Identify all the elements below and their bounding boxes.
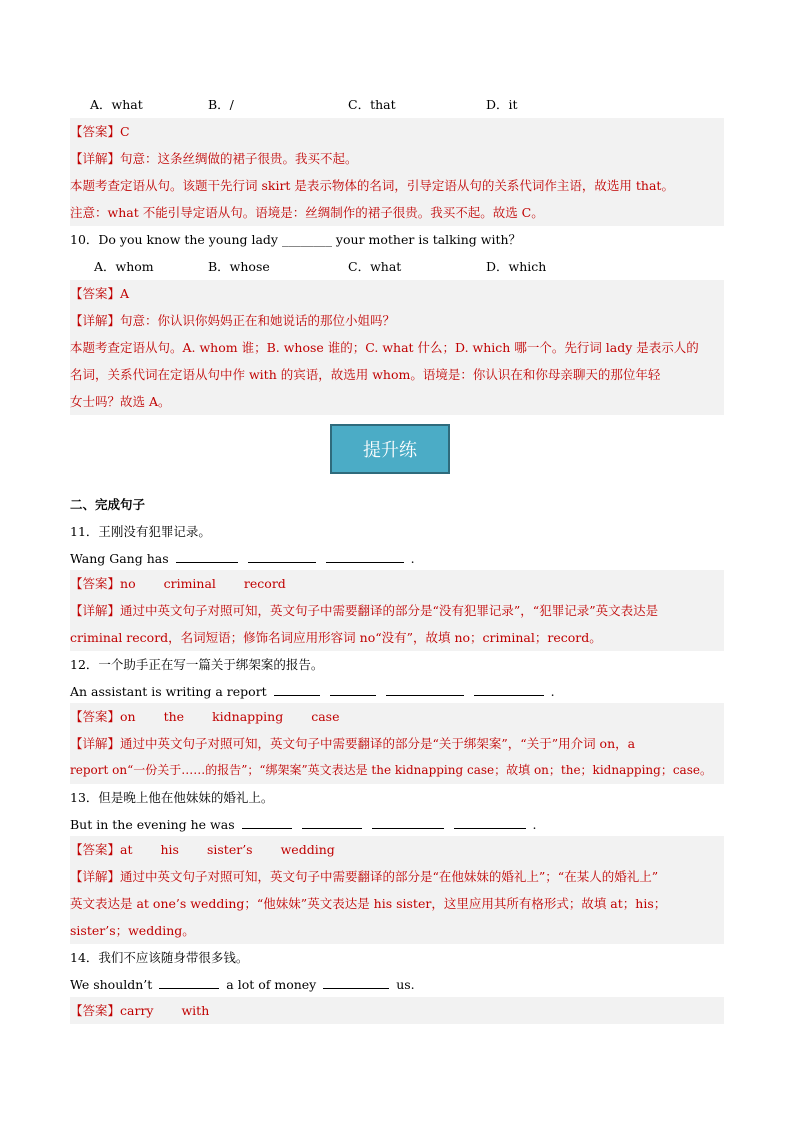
answer-tag: 【答案】 xyxy=(70,576,121,591)
q13-detail-2: 英文表达是 at one’s wedding；“他妹妹”英文表达是 his sister，这里应用其所有格形式；故填 at；his； xyxy=(70,890,724,917)
detail-tag: 【详解】 xyxy=(70,869,121,884)
q10-options xyxy=(70,253,724,280)
blank-1[interactable] xyxy=(242,814,292,829)
blank-2[interactable] xyxy=(302,814,362,829)
q10-option-a: A．whom xyxy=(94,259,154,274)
q12-stem: 12．一个助手正在写一篇关于绑架案的报告。 xyxy=(70,657,324,672)
detail-tag: 【详解】 xyxy=(70,603,121,618)
q9-options xyxy=(70,91,724,118)
q9-detail-3: 注意：what 不能引导定语从句。语境是：丝绸制作的裙子很贵。我买不起。故选 C。 xyxy=(70,199,724,226)
q9-option-d: D．it xyxy=(486,97,518,112)
q9-option-a: A．what xyxy=(90,97,143,112)
blank-2[interactable] xyxy=(248,548,316,563)
q9-detail-2: 本题考查定语从句。该题干先行词 skirt 是表示物体的名词，引导定语从句的关系代词作主语，故选用 that。 xyxy=(70,172,724,199)
blank-4[interactable] xyxy=(454,814,526,829)
q14-sentence: We shouldn’t a lot of money us. xyxy=(70,971,724,998)
blank-1[interactable] xyxy=(274,681,320,696)
q9-option-c: C．that xyxy=(348,97,396,112)
answer-value: C xyxy=(120,124,130,139)
detail-tag: 【详解】 xyxy=(70,736,121,751)
q11-detail-2: criminal record，名词短语；修饰名词应用形容词 no“没有”，故填 no；criminal；record。 xyxy=(70,624,724,651)
blank-3[interactable] xyxy=(326,548,404,563)
q10-detail-1: 【详解】句意：你认识你妈妈正在和她说话的那位小姐吗？ xyxy=(70,307,724,334)
q10-detail-2: 本题考查定语从句。A. whom 谁；B. whose 谁的；C. what 什么；D. which 哪一个。先行词 lady 是表示人的 xyxy=(70,334,724,361)
q13-answer: 【答案】at his sister’s wedding xyxy=(70,836,724,863)
q11-sentence: Wang Gang has . xyxy=(70,545,724,572)
detail-tag: 【详解】 xyxy=(70,151,121,166)
q10-option-d: D．which xyxy=(486,259,547,274)
q11-answer: 【答案】no criminal record xyxy=(70,570,724,597)
q13-detail-3: sister’s；wedding。 xyxy=(70,917,724,944)
detail-tag: 【详解】 xyxy=(70,313,121,328)
blank-1[interactable] xyxy=(176,548,238,563)
q9-detail-1: 【详解】句意：这条丝绸做的裙子很贵。我买不起。 xyxy=(70,145,724,172)
q9-answer xyxy=(70,118,724,145)
q13-stem: 13．但是晚上他在他妹妹的婚礼上。 xyxy=(70,790,274,805)
blank-3[interactable] xyxy=(372,814,444,829)
answer-tag: 【答案】 xyxy=(70,842,121,857)
answer-tag: 【答案】 xyxy=(70,124,121,139)
q13-detail-1: 【详解】通过中英文句子对照可知，英文句子中需要翻译的部分是“在他妹妹的婚礼上”；“在某人的婚礼上” xyxy=(70,863,724,890)
answer-tag: 【答案】 xyxy=(70,709,121,724)
blank-4[interactable] xyxy=(474,681,544,696)
q14-stem: 14．我们不应该随身带很多钱。 xyxy=(70,950,249,965)
q12-detail-1: 【详解】通过中英文句子对照可知，英文句子中需要翻译的部分是“关于绑架案”，“关于”用介词 on，a xyxy=(70,730,724,757)
q10-option-b: B．whose xyxy=(208,259,270,274)
section-banner: 提升练 xyxy=(330,424,450,474)
q14-answer: 【答案】carry with xyxy=(70,997,724,1024)
answer-value: A xyxy=(120,286,130,301)
section-title: 二、完成句子 xyxy=(70,497,146,512)
q10-option-c: C．what xyxy=(348,259,402,274)
answer-tag: 【答案】 xyxy=(70,286,121,301)
q11-detail-1: 【详解】通过中英文句子对照可知，英文句子中需要翻译的部分是“没有犯罪记录”，“犯罪记录”英文表达是 xyxy=(70,597,724,624)
q13-sentence: But in the evening he was . xyxy=(70,811,724,838)
blank-1[interactable] xyxy=(159,974,219,989)
q10-detail-4: 女士吗？故选 A。 xyxy=(70,388,724,415)
q12-answer: 【答案】on the kidnapping case xyxy=(70,703,724,730)
q12-detail-2: report on“一份关于……的报告”；“绑架案”英文表达是 the kidnapping case；故填 on；the；kidnapping；case。 xyxy=(70,757,724,784)
q11-stem: 11．王刚没有犯罪记录。 xyxy=(70,524,211,539)
answer-tag: 【答案】 xyxy=(70,1003,121,1018)
blank-3[interactable] xyxy=(386,681,464,696)
q9-option-b: B．/ xyxy=(208,97,234,112)
q10-answer xyxy=(70,280,724,307)
blank-2[interactable] xyxy=(323,974,389,989)
blank-2[interactable] xyxy=(330,681,376,696)
q10-detail-3: 名词，关系代词在定语从句中作 with 的宾语，故选用 whom。语境是：你认识在和你母亲聊天的那位年轻 xyxy=(70,361,724,388)
q12-sentence: An assistant is writing a report . xyxy=(70,678,724,705)
q10-stem: 10．Do you know the young lady ________ your mother is talking with？ xyxy=(70,232,522,247)
